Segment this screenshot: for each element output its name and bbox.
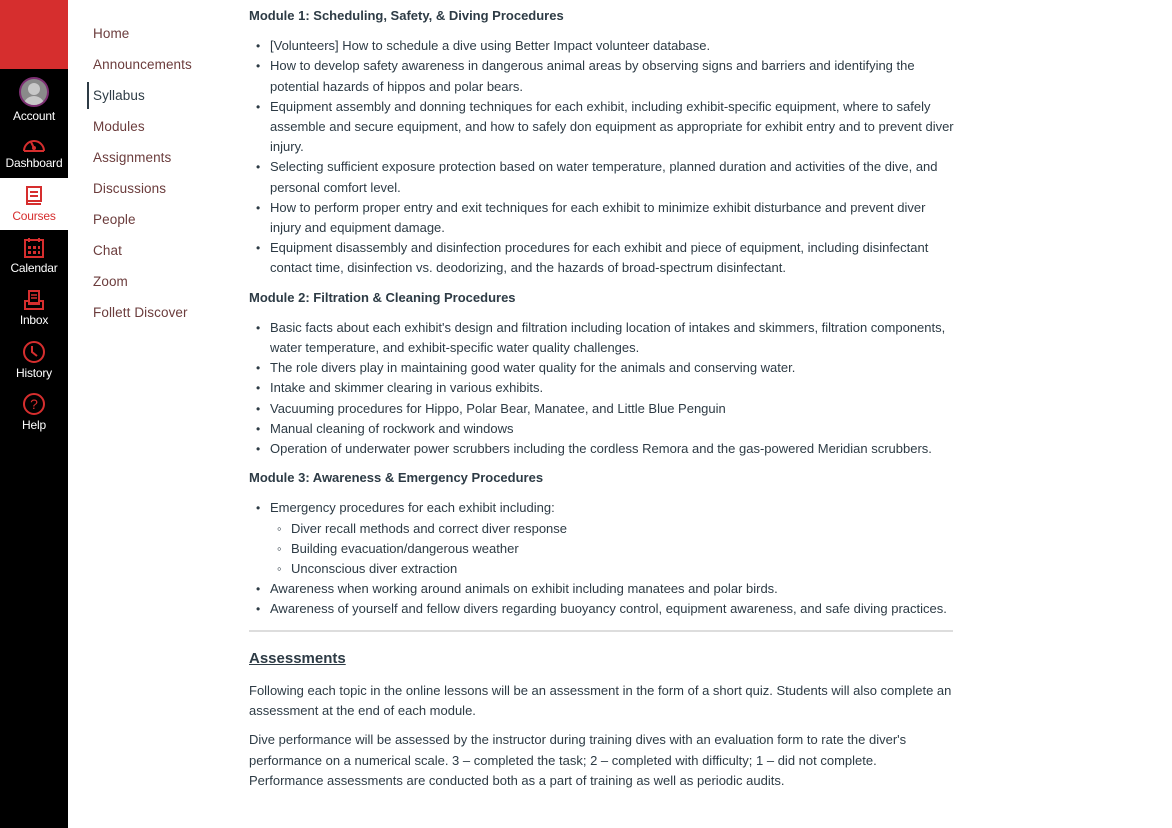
list-item-text: Emergency procedures for each exhibit including:: [270, 500, 555, 516]
global-nav-help[interactable]: [0, 386, 68, 438]
nav-label: Inbox: [19, 313, 49, 327]
global-nav-inbox[interactable]: [0, 282, 68, 334]
list-item: • Vacuuming procedures for Hippo, Polar Bear, Manatee, and Little Blue Penguin: [249, 399, 954, 419]
list-item: • [Volunteers] How to schedule a dive using Better Impact volunteer database.: [249, 36, 954, 56]
list-item: • How to perform proper entry and exit techniques for each exhibit to minimize exhibit disturbance and prevent diver injury and equipment damage.: [249, 198, 954, 238]
list-item: • Awareness of yourself and fellow divers regarding buoyancy control, equipment awareness, and safe diving practices.: [249, 599, 954, 619]
list-item: • Equipment disassembly and disinfection procedures for each exhibit and piece of equipment, including disinfectant contact time, disinfection vs. deodorizing, and the hazards of broad-spectrum disinfectant.: [249, 238, 954, 278]
brand-logo-area[interactable]: [0, 0, 68, 69]
global-nav-courses[interactable]: [0, 178, 68, 230]
help-question-icon: [22, 392, 46, 416]
syllabus-content: [249, 6, 954, 800]
global-nav-dashboard[interactable]: [0, 126, 68, 178]
list-item: • How to develop safety awareness in dangerous animal areas by observing signs and barriers and identifying the potential hazards of hippos and polar bears.: [249, 56, 954, 96]
course-nav-syllabus[interactable]: Syllabus: [86, 80, 236, 111]
module-3-section: [249, 468, 954, 619]
list-item: • Manual cleaning of rockwork and windows: [249, 419, 954, 439]
dashboard-gauge-icon: [21, 134, 47, 154]
svg-text:?: ?: [30, 396, 38, 412]
module-1-topics: [249, 36, 954, 278]
course-nav-chat[interactable]: Chat: [93, 243, 122, 258]
list-item: • Selecting sufficient exposure protection based on water temperature, planned duration and activities of the dive, and personal comfort level.: [249, 157, 954, 197]
course-nav-zoom[interactable]: Zoom: [93, 274, 128, 289]
nav-label: Calendar: [10, 261, 58, 275]
course-nav-discussions[interactable]: Discussions: [93, 181, 167, 196]
course-nav-assignments[interactable]: Assignments: [93, 150, 172, 165]
list-item: • Basic facts about each exhibit's design and filtration including location of intakes and skimmers, filtration components, water temperature, and exhibit-specific water quality challenges.: [249, 318, 954, 358]
nav-label: Account: [13, 109, 55, 123]
course-nav-home[interactable]: Home: [93, 26, 130, 41]
assessments-paragraph: Following each topic in the online lessons will be an assessment in the form of a short quiz. Students will also complete an assessment at the end of each module.: [249, 682, 952, 719]
course-nav-announcements[interactable]: Announcements: [93, 57, 192, 72]
module-1-section: [249, 6, 954, 279]
assessments-section: [249, 649, 954, 791]
inbox-icon: [23, 289, 45, 311]
module-3-topics: [249, 498, 954, 619]
course-nav-people[interactable]: People: [93, 212, 136, 227]
nav-label: Courses: [12, 209, 56, 223]
nav-label: Help: [22, 418, 46, 432]
list-item: • Intake and skimmer clearing in various exhibits.: [249, 378, 954, 398]
section-divider: [249, 630, 953, 632]
list-item: [249, 498, 954, 579]
courses-book-icon: [24, 185, 44, 207]
assessments-paragraph: Dive performance will be assessed by the instructor during training dives with an evaluation form to rate the diver's performance on a numerical scale. 3 – completed the task; 2 – completed with difficulty; 1 – did not complete. Performance assessments are conducted both as a part of training as well as periodic audits.: [249, 732, 907, 788]
sub-list-item: ◦ Building evacuation/dangerous weather: [270, 539, 954, 559]
nav-label: History: [16, 366, 52, 380]
list-item: • The role divers play in maintaining good water quality for the animals and conserving water.: [249, 358, 954, 378]
global-navigation: [0, 0, 68, 828]
module-2-topics: [249, 318, 954, 459]
module-2-section: [249, 288, 954, 460]
list-item: • Equipment assembly and donning techniques for each exhibit, including exhibit-specific equipment, where to safely assemble and secure equipment, and how to safely don equipment as appropriate for exhibit entry and to prevent diver injury.: [249, 97, 954, 158]
emergency-subtopics: [270, 519, 954, 580]
assessments-heading: Assessments: [249, 649, 346, 667]
global-nav-history[interactable]: [0, 334, 68, 386]
list-item: • Operation of underwater power scrubbers including the cordless Remora and the gas-powered Meridian scrubbers.: [249, 439, 954, 459]
global-nav-account[interactable]: [0, 74, 68, 126]
sub-list-item: ◦ Diver recall methods and correct diver response: [270, 519, 954, 539]
calendar-icon: [23, 237, 45, 259]
course-nav-follett-discover[interactable]: Follett Discover: [93, 305, 188, 320]
avatar-icon: [19, 77, 49, 107]
global-nav-calendar[interactable]: [0, 230, 68, 282]
sub-list-item: ◦ Unconscious diver extraction: [270, 559, 954, 579]
module-title: Module 2: Filtration & Cleaning Procedures: [249, 289, 516, 305]
list-item: • Awareness when working around animals on exhibit including manatees and polar birds.: [249, 579, 954, 599]
module-title: Module 3: Awareness & Emergency Procedures: [249, 470, 544, 486]
history-clock-icon: [22, 340, 46, 364]
course-navigation: [86, 18, 236, 328]
module-title: Module 1: Scheduling, Safety, & Diving Procedures: [249, 8, 564, 23]
course-nav-modules[interactable]: Modules: [93, 119, 145, 134]
nav-label: Dashboard: [5, 156, 63, 170]
